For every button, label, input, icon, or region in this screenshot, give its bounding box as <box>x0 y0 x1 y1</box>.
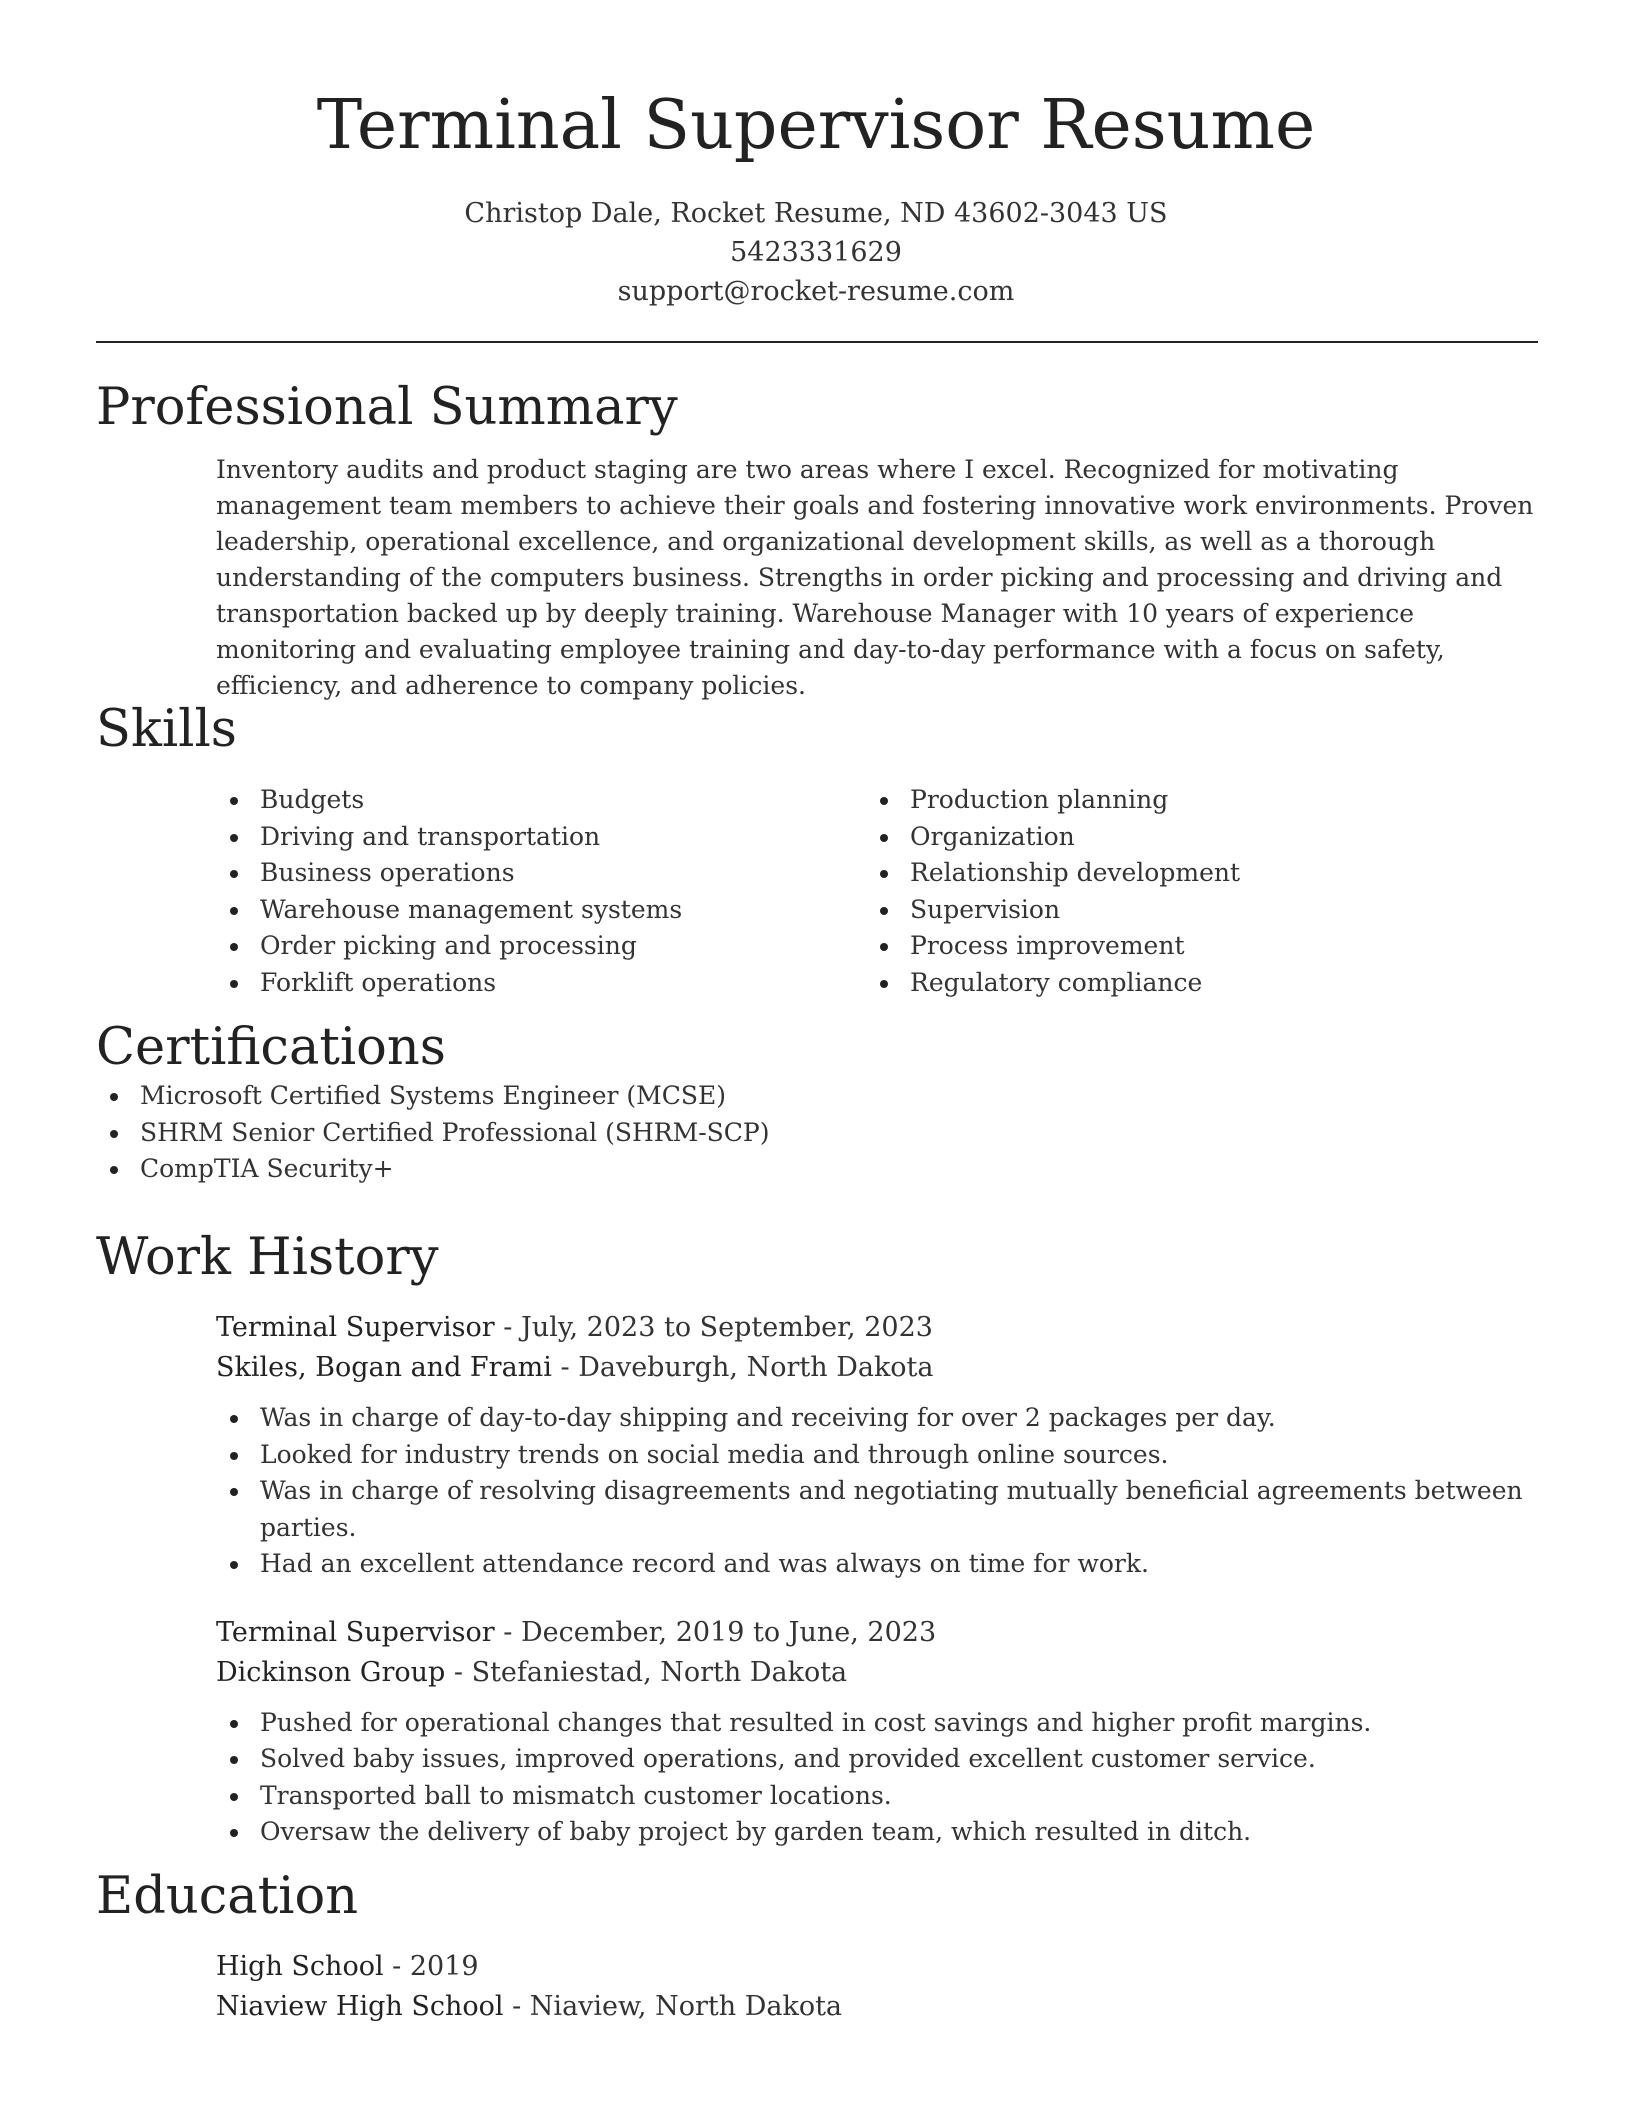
job-location: - Stefaniestad, North Dakota <box>445 1656 848 1688</box>
job-title: Terminal Supervisor <box>216 1312 495 1343</box>
skill-item: Budgets <box>216 782 866 819</box>
job-title-line <box>216 1308 1538 1348</box>
job-bullet: Pushed for operational changes that resulted in cost savings and higher profit margins. <box>216 1705 1538 1742</box>
education-school: Niaview High School <box>216 1991 504 2022</box>
skill-item: Supervision <box>866 892 1516 929</box>
job-company: Dickinson Group <box>216 1656 446 1688</box>
education-heading: Education <box>96 1867 359 1926</box>
header-divider <box>96 341 1538 343</box>
job-bullet: Solved baby issues, improved operations, and provided excellent customer service. <box>216 1741 1538 1778</box>
summary-section <box>96 378 1538 704</box>
work-history-heading: Work History <box>96 1228 439 1287</box>
skill-item: Order picking and processing <box>216 928 866 965</box>
certifications-section <box>96 1018 1538 1188</box>
certification-item: CompTIA Security+ <box>96 1151 1418 1188</box>
skill-item: Regulatory compliance <box>866 965 1516 1002</box>
skill-item: Relationship development <box>866 855 1516 892</box>
job-company: Skiles, Bogan and Frami <box>216 1352 552 1383</box>
job-title: Terminal Supervisor <box>216 1616 495 1648</box>
job-dates: - July, 2023 to September, 2023 <box>494 1312 933 1343</box>
job-bullets <box>216 1400 1538 1583</box>
education-section <box>96 1867 1538 2027</box>
job-bullet: Oversaw the delivery of baby project by garden team, which resulted in ditch. <box>216 1814 1538 1851</box>
certifications-heading: Certifications <box>96 1018 446 1077</box>
skill-item: Driving and transportation <box>216 819 866 856</box>
skill-item: Warehouse management systems <box>216 892 866 929</box>
resume-header <box>0 0 1632 311</box>
skills-heading: Skills <box>96 700 237 759</box>
job-dates: - December, 2019 to June, 2023 <box>494 1616 937 1648</box>
job-title-line <box>216 1613 1538 1653</box>
skills-list-left <box>216 782 866 1001</box>
job-bullet: Was in charge of day-to-day shipping and receiving for over 2 packages per day. <box>216 1400 1538 1437</box>
skill-item: Production planning <box>866 782 1516 819</box>
job-bullet: Looked for industry trends on social media and through online sources. <box>216 1437 1538 1474</box>
job-company-line <box>216 1653 1538 1693</box>
skill-item: Process improvement <box>866 928 1516 965</box>
job-entry <box>216 1308 1538 1583</box>
job-location: - Daveburgh, North Dakota <box>551 1352 934 1383</box>
job-bullets <box>216 1705 1538 1851</box>
skills-columns <box>216 782 1538 1001</box>
job-bullet: Transported ball to mismatch customer locations. <box>216 1778 1538 1815</box>
skills-list-right <box>866 782 1516 1001</box>
skill-item: Forklift operations <box>216 965 866 1002</box>
resume-title: Terminal Supervisor Resume <box>316 86 1316 165</box>
education-entry <box>216 1947 1538 2027</box>
certification-item: Microsoft Certified Systems Engineer (MCSE) <box>96 1078 1418 1115</box>
certification-item: SHRM Senior Certified Professional (SHRM-SCP) <box>96 1115 1418 1152</box>
education-degree-line <box>216 1947 1538 1987</box>
contact-email: support@rocket-resume.com <box>617 276 1015 307</box>
education-school-line <box>216 1987 1538 2027</box>
education-year: - 2019 <box>383 1951 479 1982</box>
job-company-line <box>216 1348 1538 1388</box>
skill-item: Business operations <box>216 855 866 892</box>
job-entry <box>216 1613 1538 1851</box>
contact-phone: 5423331629 <box>730 237 902 268</box>
work-history-section <box>96 1228 1538 1851</box>
education-location: - Niaview, North Dakota <box>503 1991 843 2022</box>
job-bullet: Was in charge of resolving disagreements and negotiating mutually beneficial agreements between parties. <box>216 1473 1538 1546</box>
education-degree: High School <box>216 1951 384 1982</box>
contact-address: Christop Dale, Rocket Resume, ND 43602-3043 US <box>464 198 1168 229</box>
skills-section <box>96 700 1538 1001</box>
summary-text: Inventory audits and product staging are two areas where I excel. Recognized for motivating management team members to achieve their goals and fostering innovative work environments. Proven leadership, operational excellence, and organizational development skills, as well as a thorough understanding of the computers business. Strengths in order picking and processing and driving and transportation backed up by deeply training. Warehouse Manager with 10 years of experience monitoring and evaluating employee training and day-to-day performance with a focus on safety, efficiency, and adherence to company policies. <box>216 455 1534 700</box>
certifications-list <box>96 1078 1418 1188</box>
summary-heading: Professional Summary <box>96 378 678 437</box>
contact-block <box>0 194 1632 311</box>
skill-item: Organization <box>866 819 1516 856</box>
job-bullet: Had an excellent attendance record and was always on time for work. <box>216 1546 1538 1583</box>
